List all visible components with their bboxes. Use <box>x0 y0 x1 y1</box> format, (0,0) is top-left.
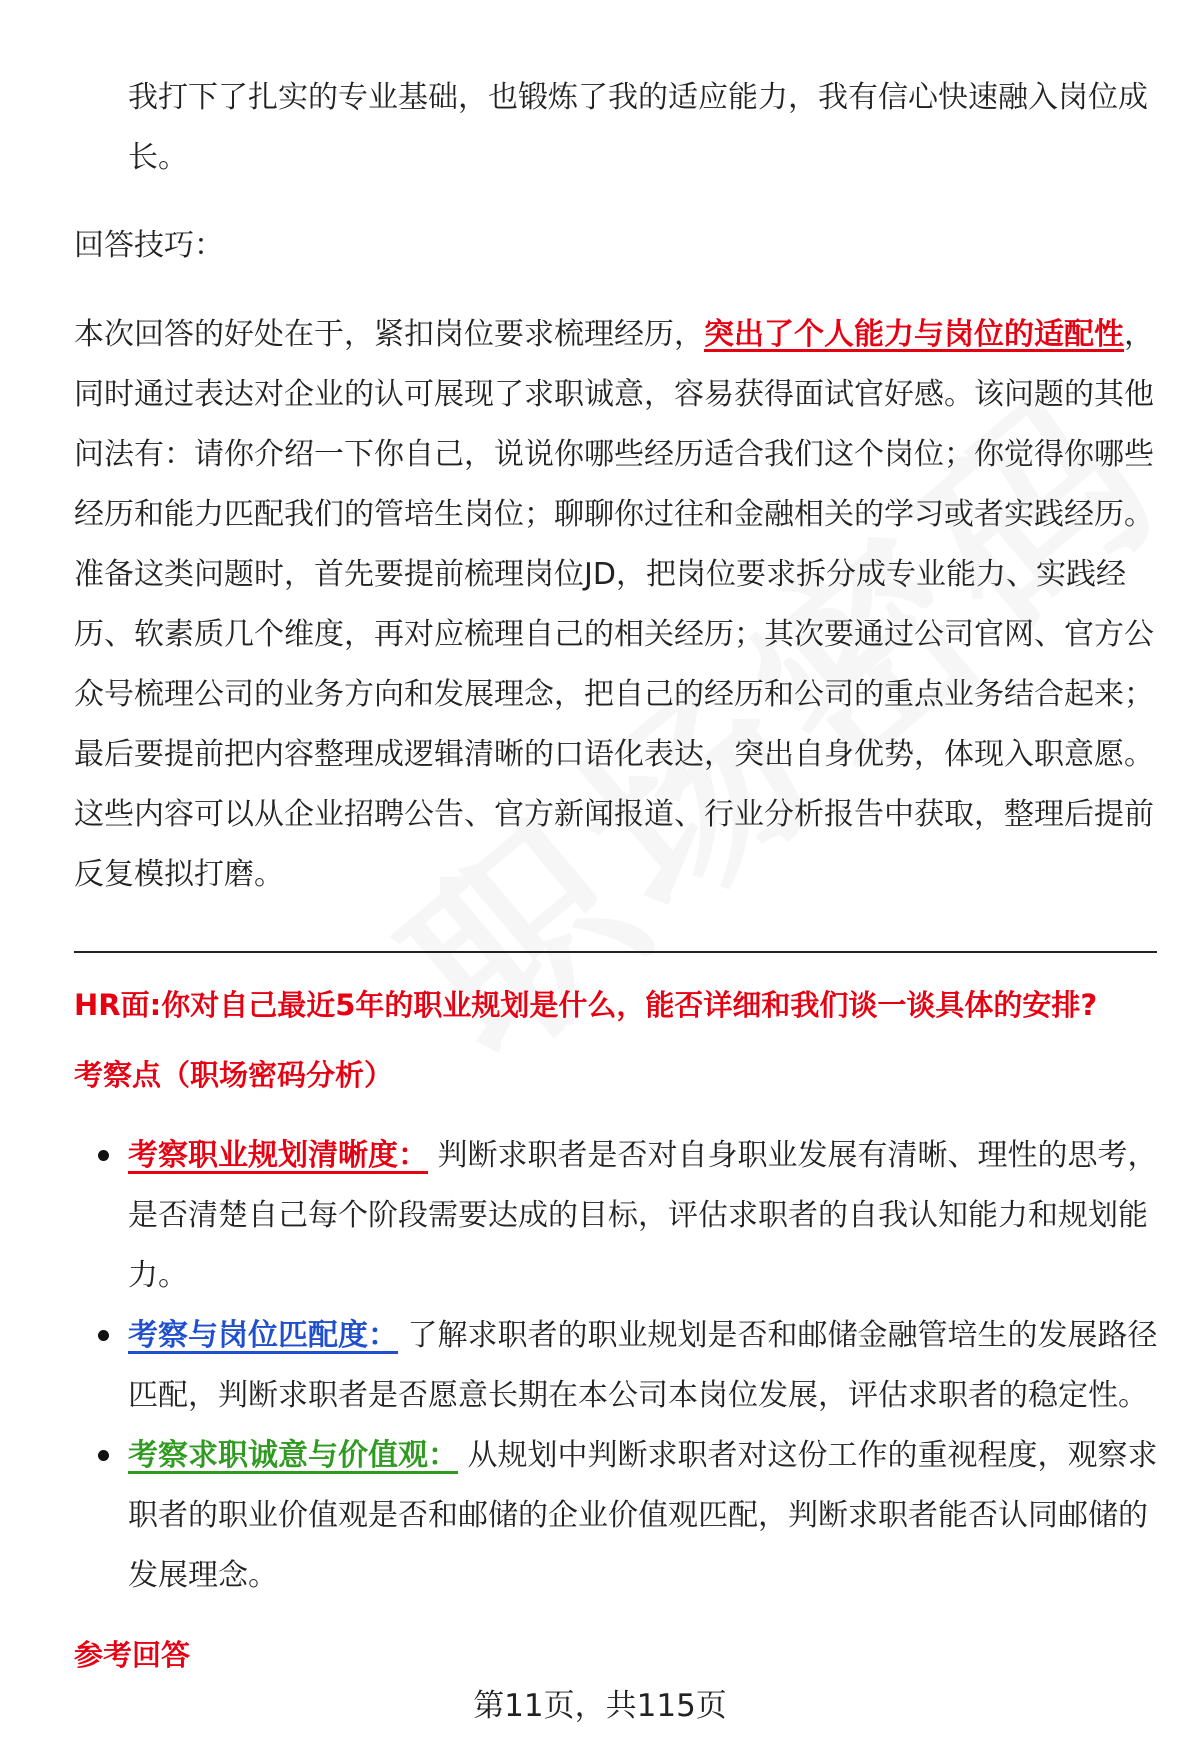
point-text: 判断求职者是否对自身职业发展有清晰、理性的思考，是否清楚自己每个阶段需要达成的目标，评估求职者的自我认知能力和规划能力。 <box>128 1138 1158 1293</box>
tips-body-highlight: 突出了个人能力与岗位的适配性 <box>704 317 1124 352</box>
tips-label: 回答技巧： <box>74 228 224 263</box>
list-item <box>98 1306 1158 1426</box>
tips-body-before: 本次回答的好处在于，紧扣岗位要求梳理经历， <box>74 317 704 352</box>
tips-body <box>74 305 1164 905</box>
list-item <box>98 1426 1158 1606</box>
point-text: 了解求职者的职业规划是否和邮储金融管培生的发展路径匹配，判断求职者是否愿意长期在本公司本岗位发展，评估求职者的稳定性。 <box>128 1318 1158 1413</box>
section-title: 考察点（职场密码分析） <box>74 1058 394 1092</box>
bullet-icon <box>98 1150 109 1161</box>
bullet-icon <box>98 1330 109 1341</box>
question-title: HR面:你对自己最近5年的职业规划是什么，能否详细和我们谈一谈具体的安排? <box>74 988 1098 1022</box>
intro-paragraph: 我打下了扎实的专业基础，也锻炼了我的适应能力，我有信心快速融入岗位成长。 <box>128 80 1148 175</box>
reference-answer-title: 参考回答 <box>74 1638 191 1672</box>
page-footer: 第11页，共115页 <box>473 1688 727 1724</box>
bullet-icon <box>98 1450 109 1461</box>
section-divider <box>74 951 1157 953</box>
point-label: 考察与岗位匹配度： <box>128 1318 398 1353</box>
point-text: 从规划中判断求职者对这份工作的重视程度，观察求职者的职业价值观是否和邮储的企业价值观匹配，判断求职者能否认同邮储的发展理念。 <box>128 1438 1158 1593</box>
tips-body-after: ，同时通过表达对企业的认可展现了求职诚意，容易获得面试官好感。该问题的其他问法有：请你介绍一下你自己，说说你哪些经历适合我们这个岗位；你觉得你哪些经历和能力匹配我们的管培生岗位；聊聊你过往和金融相关的学习或者实践经历。准备这类问题时，首先要提前梳理岗位JD，把岗位要求拆分成专业能力、实践经历、软素质几个维度，再对应梳理自己的相关经历；其次要通过公司官网、官方公众号梳理公司的业务方向和发展理念，把自己的经历和公司的重点业务结合起来；最后要提前把内容整理成逻辑清晰的口语化表达，突出自身优势，体现入职意愿。这些内容可以从企业招聘公告、官方新闻报道、行业分析报告中获取，整理后提前反复模拟打磨。 <box>74 317 1154 892</box>
list-item <box>98 1126 1158 1306</box>
point-label: 考察职业规划清晰度： <box>128 1138 428 1173</box>
assessment-points-list <box>98 1126 1158 1606</box>
point-label: 考察求职诚意与价值观： <box>128 1438 458 1473</box>
